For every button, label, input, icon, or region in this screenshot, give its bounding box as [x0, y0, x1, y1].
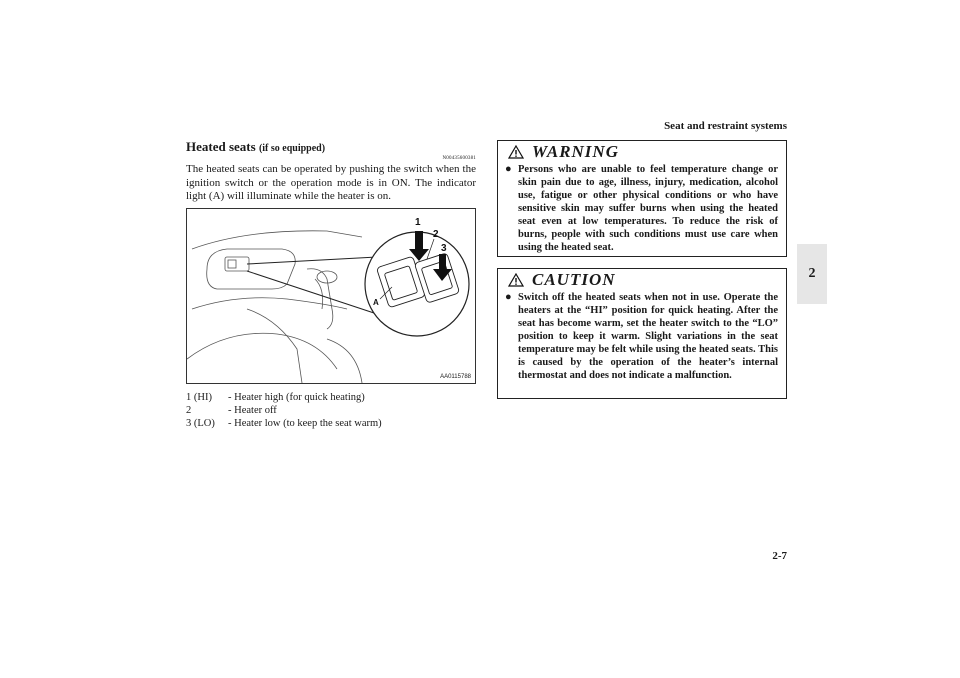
legend-row [186, 404, 476, 417]
section-code: N00435600381 [442, 156, 476, 161]
legend-row [186, 417, 476, 430]
section-body: The heated seats can be operated by pushing the switch when the ignition switch or the operation mode is in ON. The indicator light (A) will illuminate while the heater is on. [186, 163, 476, 202]
section-subtitle: (if so equipped) [258, 143, 326, 154]
caution-box [497, 268, 787, 399]
caution-triangle-icon [508, 273, 524, 287]
legend-row [186, 391, 476, 404]
caution-header [498, 269, 786, 291]
warning-triangle-icon [508, 145, 524, 159]
page-number: 2-7 [772, 550, 787, 562]
bullet-icon: ● [505, 163, 512, 175]
warning-header [498, 141, 786, 163]
callout-a: A [373, 298, 379, 307]
legend-text: - Heater off [228, 405, 277, 416]
callout-3: 3 [441, 243, 447, 254]
figure-legend [186, 391, 476, 430]
caution-label: CAUTION [532, 270, 616, 289]
callout-1: 1 [415, 217, 421, 228]
running-header: Seat and restraint systems [664, 120, 787, 132]
legend-text: - Heater low (to keep the seat warm) [228, 418, 382, 429]
caution-text: Switch off the heated seats when not in use. Operate the heaters at the “HI” position for quick heating. After the seat has become warm, set the heater switch to the “LO” position to keep it warm. Slight variations in the seat temperature may be felt while using the heated seats. This is caused by the operation of the heater’s internal thermostat and does not indicate a malfunction. [518, 292, 778, 381]
legend-key: 3 (LO) [186, 418, 215, 429]
warning-box [497, 140, 787, 257]
heated-seat-switch-figure [186, 208, 476, 384]
section-title-text: Heated seats [186, 139, 256, 154]
figure-code: AA0115788 [440, 374, 471, 380]
legend-text: - Heater high (for quick heating) [228, 392, 365, 403]
warning-text: Persons who are unable to feel temperature change or skin pain due to age, illness, injury, medication, alcohol use, fatigue or other physical conditions or who have sensitive skin may suffer burns when using the heated seat even at low temperatures. To reduce the risk of burns, people with such conditions must use care when using the heated seat. [518, 164, 778, 253]
callout-2: 2 [433, 229, 439, 240]
caution-item [498, 291, 786, 382]
warning-item [498, 163, 786, 254]
legend-key: 2 [186, 405, 192, 416]
legend-key: 1 (HI) [186, 392, 212, 403]
console-illustration [187, 209, 475, 383]
bullet-icon: ● [505, 291, 512, 303]
chapter-tab: 2 [797, 244, 827, 304]
section-title [186, 139, 325, 155]
warning-label: WARNING [532, 142, 619, 161]
